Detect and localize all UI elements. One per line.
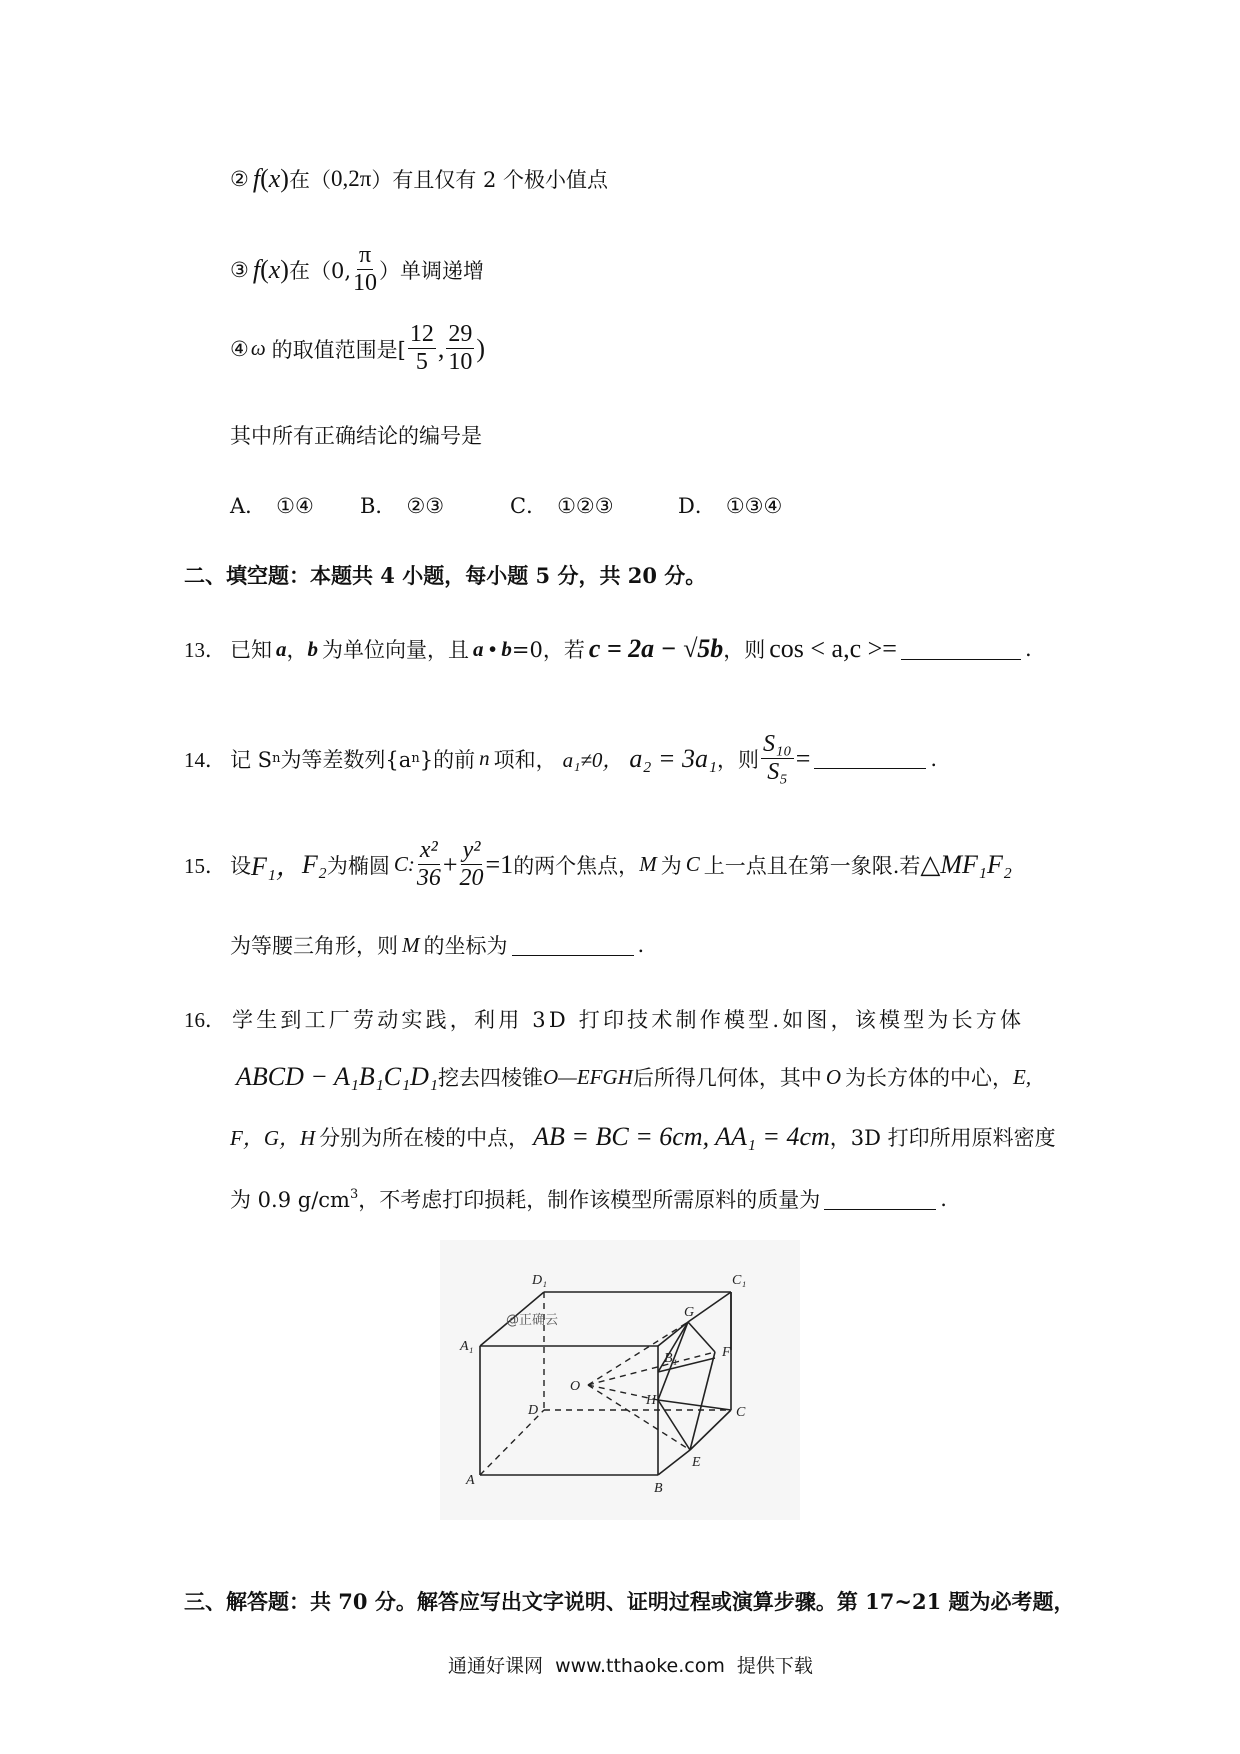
vector-a: a bbox=[276, 636, 287, 661]
statement-3 bbox=[230, 243, 484, 296]
paren: ) bbox=[280, 164, 289, 193]
question-16-line-3 bbox=[230, 1122, 1056, 1152]
denominator: 10 bbox=[353, 270, 377, 297]
triangle-mf1f2: △MF₁F₂ bbox=[920, 849, 1012, 879]
question-15-line-2 bbox=[230, 930, 644, 960]
option-label: D． bbox=[678, 494, 716, 518]
text: 项和， bbox=[493, 747, 557, 772]
question-number: 13． bbox=[184, 638, 226, 662]
period: . bbox=[940, 1187, 947, 1211]
numerator: 29 bbox=[446, 322, 474, 349]
var-x: x bbox=[268, 254, 281, 284]
interval: 0,2π bbox=[330, 166, 372, 191]
text: ，则 bbox=[723, 638, 766, 662]
omega: ω bbox=[250, 336, 266, 361]
question-15 bbox=[184, 838, 1012, 891]
label-a1: A₁ bbox=[460, 1339, 474, 1354]
option-value: ①③④ bbox=[725, 494, 783, 518]
circle-number: ② bbox=[230, 167, 249, 191]
footer-text: 通通好课网 www.tthaoke.com 提供下载 bbox=[448, 1655, 813, 1677]
text: 为等腰三角形，则 bbox=[230, 934, 398, 958]
answer-options bbox=[230, 490, 782, 520]
equals: = bbox=[795, 743, 811, 773]
focus-f2: F₂ bbox=[301, 849, 327, 879]
edge-eh bbox=[658, 1400, 690, 1450]
label-d: D bbox=[528, 1403, 539, 1418]
watermark-text: @正确云 bbox=[506, 1313, 559, 1328]
edge-gf bbox=[688, 1322, 715, 1352]
subscript: n bbox=[272, 751, 281, 767]
label-b1: B₁ bbox=[664, 1351, 678, 1366]
label-g: G bbox=[684, 1305, 695, 1320]
option-c[interactable] bbox=[510, 490, 678, 520]
question-14 bbox=[184, 732, 937, 785]
paren: ( bbox=[260, 164, 269, 193]
text: 为长方体的中心， bbox=[845, 1066, 1013, 1090]
circle-number: ④ bbox=[230, 336, 249, 361]
edge-gc1 bbox=[688, 1292, 731, 1322]
paren: ( bbox=[260, 254, 269, 284]
paren: ) bbox=[280, 254, 289, 284]
heading-text: 三、解答题：共 70 分。解答应写出文字说明、证明过程或演算步骤。第 17~21 题为必考题， bbox=[184, 1589, 1075, 1614]
text: 其中所有正确结论的编号是 bbox=[230, 424, 482, 448]
text: 学生到工厂劳动实践，利用 3D 打印技术制作模型.如图，该模型为长方体 bbox=[232, 1008, 1025, 1032]
fraction-29-10 bbox=[446, 322, 474, 375]
point-o: O bbox=[825, 1064, 841, 1089]
text: 的取值范围是[ bbox=[271, 337, 406, 362]
fraction-y2-20 bbox=[460, 838, 484, 891]
cuboid-figure bbox=[440, 1240, 800, 1520]
label-d1: D₁ bbox=[532, 1273, 547, 1288]
numerator: S₁₀ bbox=[761, 732, 794, 759]
period: . bbox=[1024, 637, 1032, 661]
text: 后所得几何体，其中 bbox=[632, 1066, 822, 1090]
option-label: B． bbox=[360, 494, 397, 518]
option-value: ②③ bbox=[406, 494, 445, 518]
label-h: H bbox=[646, 1393, 657, 1408]
denominator: 20 bbox=[459, 865, 484, 892]
numerator: x² bbox=[418, 838, 440, 865]
ellipse-c: C: bbox=[393, 852, 415, 877]
question-16-line-2 bbox=[236, 1062, 1031, 1092]
text: 在（0, bbox=[288, 258, 351, 283]
label-f: F bbox=[722, 1345, 731, 1360]
text: ）单调递增 bbox=[379, 258, 484, 283]
text: }的前 bbox=[419, 747, 476, 772]
answer-blank[interactable] bbox=[814, 748, 926, 769]
func-f: f bbox=[252, 254, 261, 284]
answer-blank[interactable] bbox=[824, 1189, 936, 1210]
label-c1: C₁ bbox=[732, 1273, 747, 1288]
edge-of bbox=[588, 1352, 715, 1385]
period: . bbox=[637, 933, 645, 957]
vector-expression: c = 2a − √5b bbox=[588, 634, 724, 663]
focus-f1: F₁， bbox=[251, 852, 302, 882]
fraction-x2-36 bbox=[417, 838, 441, 891]
fraction-pi-10 bbox=[353, 243, 377, 296]
statement-2 bbox=[230, 164, 608, 194]
question-16-line-4 bbox=[230, 1184, 947, 1214]
option-d[interactable] bbox=[678, 490, 782, 520]
option-a[interactable] bbox=[230, 490, 360, 520]
edge-ad bbox=[480, 1410, 544, 1475]
text: ）有且仅有 2 个极小值点 bbox=[371, 168, 609, 192]
text: ，则 bbox=[717, 747, 760, 772]
point-m: M bbox=[402, 932, 420, 957]
denominator: 10 bbox=[448, 349, 473, 376]
numerator: 12 bbox=[408, 322, 436, 349]
superscript: 3 bbox=[349, 1186, 359, 1202]
edge-hc bbox=[658, 1400, 731, 1410]
func-f: f bbox=[252, 164, 261, 193]
denominator: 36 bbox=[416, 865, 441, 892]
vector-b: b bbox=[307, 636, 318, 661]
option-value: ①④ bbox=[276, 494, 314, 518]
answer-blank[interactable] bbox=[512, 935, 634, 956]
fraction-s10-s5 bbox=[761, 732, 794, 785]
text: 已知 bbox=[230, 638, 272, 662]
points-fgh: F，G，H bbox=[230, 1126, 316, 1150]
question-13 bbox=[184, 634, 1032, 664]
label-b: B bbox=[654, 1481, 663, 1496]
edge-fe bbox=[690, 1352, 715, 1450]
text: =0，若 bbox=[511, 638, 585, 662]
text: 上一点且在第一象限.若 bbox=[703, 853, 921, 878]
denominator: S₅ bbox=[767, 759, 788, 786]
var-n: n bbox=[479, 746, 490, 771]
text: 为等差数列{a bbox=[280, 747, 412, 772]
section-heading-3 bbox=[184, 1586, 1075, 1616]
comma: , bbox=[437, 333, 445, 363]
text: 设 bbox=[230, 853, 251, 878]
cos-expression: cos < a,c >= bbox=[769, 634, 897, 663]
condition-2: a₂ = 3a₁ bbox=[629, 743, 718, 773]
subscript: n bbox=[411, 751, 420, 767]
cuboid-diagram bbox=[440, 1240, 800, 1520]
text: 的坐标为 bbox=[423, 934, 508, 958]
option-b[interactable] bbox=[360, 490, 510, 520]
edge-ec bbox=[690, 1410, 731, 1450]
question-16-line-1 bbox=[184, 1004, 1024, 1034]
answer-blank[interactable] bbox=[901, 639, 1021, 660]
section-heading-2 bbox=[184, 560, 706, 590]
text: 为单位向量，且 bbox=[322, 638, 469, 662]
circle-number: ③ bbox=[230, 257, 249, 282]
label-o: O bbox=[570, 1379, 581, 1394]
text: 为椭圆 bbox=[326, 853, 390, 878]
label-a: A bbox=[466, 1473, 475, 1488]
plus: + bbox=[442, 849, 458, 879]
text: 的两个焦点， bbox=[513, 853, 640, 878]
denominator: 5 bbox=[415, 349, 428, 376]
text: 为 bbox=[660, 853, 682, 878]
label-e: E bbox=[692, 1455, 701, 1470]
question-number: 16． bbox=[184, 1008, 226, 1032]
question-number: 14． bbox=[184, 747, 226, 772]
label-c: C bbox=[736, 1405, 746, 1420]
option-value: ①②③ bbox=[557, 494, 614, 518]
option-label: C． bbox=[510, 494, 548, 518]
page-footer bbox=[448, 1651, 813, 1678]
period: . bbox=[930, 746, 938, 771]
dimensions: AB = BC = 6cm, AA₁ = 4cm bbox=[533, 1122, 830, 1151]
question-prompt bbox=[230, 420, 482, 450]
text: 挖去四棱锥 bbox=[438, 1066, 543, 1090]
text: ，不考虑打印损耗，制作该模型所需原料的质量为 bbox=[358, 1188, 821, 1212]
numerator: π bbox=[357, 243, 373, 270]
cuboid-name: ABCD − A₁B₁C₁D₁ bbox=[236, 1062, 438, 1091]
condition-1: a₁≠0， bbox=[562, 747, 624, 772]
text: 在（ bbox=[288, 168, 331, 192]
pyramid-name: O—EFGH bbox=[543, 1064, 633, 1089]
edge-oe bbox=[588, 1385, 690, 1450]
fraction-12-5 bbox=[408, 322, 436, 375]
point-m: M bbox=[639, 852, 657, 877]
point-e: E, bbox=[1013, 1064, 1032, 1089]
text: 分别为所在棱的中点， bbox=[319, 1126, 530, 1150]
heading-text: 二、填空题：本题共 4 小题，每小题 5 分，共 20 分。 bbox=[184, 563, 707, 588]
edge-be bbox=[658, 1450, 690, 1475]
option-label: A． bbox=[230, 494, 267, 518]
var-x: x bbox=[268, 164, 281, 193]
equals-one: =1 bbox=[485, 849, 514, 879]
question-number: 15． bbox=[184, 853, 226, 878]
numerator: y² bbox=[461, 838, 483, 865]
dot-product: a • b bbox=[473, 636, 512, 661]
text: ， bbox=[286, 638, 308, 662]
bracket: ) bbox=[476, 333, 486, 363]
statement-4 bbox=[230, 322, 485, 375]
text: ，3D 打印所用原料密度 bbox=[829, 1126, 1056, 1150]
ellipse-c: C bbox=[685, 852, 700, 877]
text: 记 S bbox=[230, 747, 273, 772]
text: 为 0.9 g/cm bbox=[230, 1188, 350, 1212]
